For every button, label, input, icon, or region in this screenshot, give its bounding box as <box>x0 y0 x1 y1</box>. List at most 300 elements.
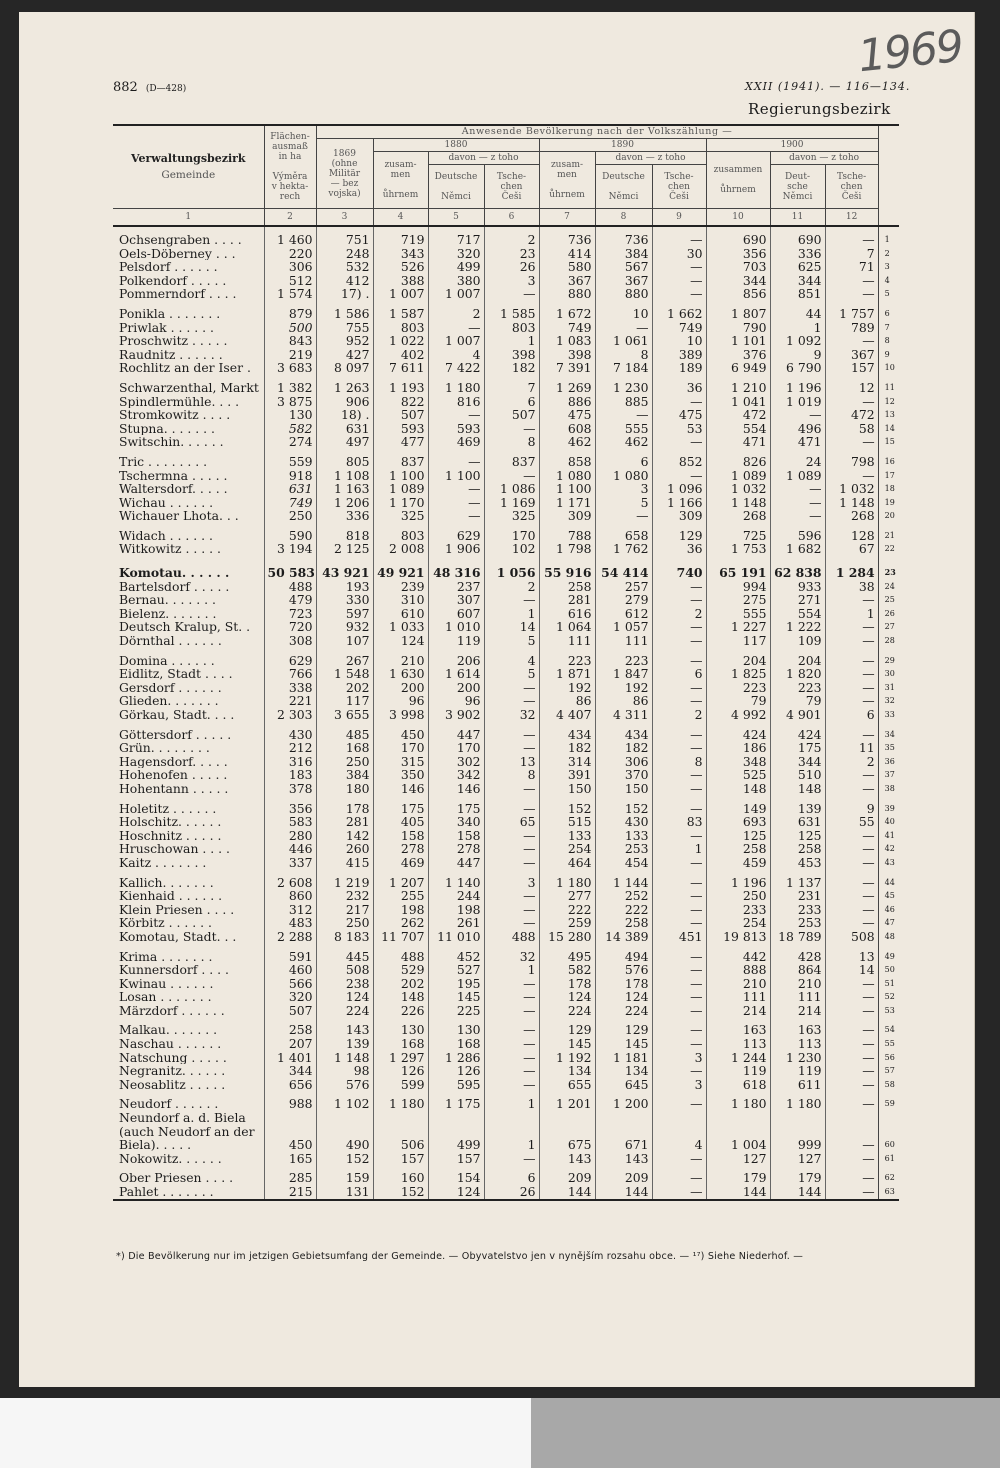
population-cell: 675 <box>539 1111 595 1152</box>
population-cell: 261 <box>428 916 484 930</box>
population-cell: 233 <box>706 903 770 917</box>
row-number: 37 <box>878 768 899 782</box>
population-cell: 13 <box>825 944 878 964</box>
population-cell: 1 080 <box>539 469 595 483</box>
population-cell: — <box>484 741 539 755</box>
population-cell: 143 <box>539 1152 595 1166</box>
population-cell: 55 <box>825 815 878 829</box>
population-cell: 239 <box>373 580 428 594</box>
population-cell: — <box>825 1004 878 1018</box>
row-number: 40 <box>878 815 899 829</box>
population-cell: 880 <box>539 287 595 301</box>
table-row <box>113 301 899 321</box>
row-number: 42 <box>878 842 899 856</box>
population-cell: 223 <box>770 681 825 695</box>
municipality-name: Waltersdorf. . . . . <box>119 482 228 496</box>
table-row <box>113 741 899 755</box>
table-row <box>113 509 899 523</box>
population-cell: 471 <box>706 435 770 449</box>
table-row <box>113 856 899 870</box>
population-cell: 888 <box>706 963 770 977</box>
population-cell: 462 <box>539 435 595 449</box>
table-row <box>113 226 899 247</box>
population-cell: 24 <box>770 449 825 469</box>
row-number: 48 <box>878 930 899 944</box>
population-cell: 32 <box>484 708 539 722</box>
population-cell: 222 <box>595 903 652 917</box>
table-row <box>113 1078 899 1092</box>
population-cell: 10 <box>652 334 706 348</box>
population-cell: — <box>652 1064 706 1078</box>
population-cell: 237 <box>428 580 484 594</box>
header-german-1890: Deutsche Němci <box>595 165 652 209</box>
population-cell: 459 <box>706 856 770 870</box>
row-number: 30 <box>878 667 899 681</box>
municipality-name: Stupna. . . . . . . <box>119 421 215 436</box>
scan-calibration-strip <box>531 1398 1000 1468</box>
municipality-name: Bartelsdorf . . . . . <box>119 579 230 594</box>
population-cell: 117 <box>706 634 770 648</box>
municipality-name: Hagensdorf. . . . . <box>119 754 228 769</box>
population-cell: 271 <box>770 593 825 607</box>
population-cell: 9 <box>770 348 825 362</box>
population-cell: — <box>484 1037 539 1051</box>
table-row <box>113 593 899 607</box>
municipality-name: Hoschnitz . . . . . <box>119 828 222 843</box>
population-cell: 690 <box>770 226 825 247</box>
population-cell: 1 222 <box>770 620 825 634</box>
population-cell: 384 <box>316 768 373 782</box>
population-cell: 258 <box>595 916 652 930</box>
population-cell: 1 019 <box>770 395 825 409</box>
population-cell: 126 <box>373 1064 428 1078</box>
area-cell: 212 <box>264 741 316 755</box>
population-cell: 4 311 <box>595 708 652 722</box>
area-cell: 631 <box>264 482 316 496</box>
population-cell: — <box>825 334 878 348</box>
row-number: 17 <box>878 469 899 483</box>
population-cell: 336 <box>316 509 373 523</box>
population-cell: — <box>484 990 539 1004</box>
area-cell: 2 303 <box>264 708 316 722</box>
population-cell: 168 <box>316 741 373 755</box>
population-cell: 1 <box>770 321 825 335</box>
area-cell: 483 <box>264 916 316 930</box>
table-row <box>113 708 899 722</box>
header-district: Verwaltungsbezirk Gemeinde <box>113 125 264 209</box>
row-number: 39 <box>878 796 899 816</box>
population-cell: 1 033 <box>373 620 428 634</box>
population-cell: 214 <box>770 1004 825 1018</box>
population-cell: 398 <box>539 348 595 362</box>
column-number: 1 <box>113 209 264 227</box>
population-cell: 129 <box>539 1017 595 1037</box>
population-cell: 7 422 <box>428 361 484 375</box>
population-cell: 1 032 <box>706 482 770 496</box>
population-cell: 180 <box>316 782 373 796</box>
population-cell: — <box>652 1091 706 1111</box>
population-cell: 452 <box>428 944 484 964</box>
population-cell: 1 906 <box>428 542 484 556</box>
population-cell: 1 825 <box>706 667 770 681</box>
population-cell: — <box>825 916 878 930</box>
population-cell: 1 196 <box>706 870 770 890</box>
table-row <box>113 815 899 829</box>
population-cell: 6 790 <box>770 361 825 375</box>
municipality-name: Malkau. . . . . . . <box>119 1022 218 1038</box>
population-cell: 1 144 <box>595 870 652 890</box>
area-cell: 378 <box>264 782 316 796</box>
population-cell: 740 <box>652 566 706 580</box>
population-cell: 1 269 <box>539 375 595 395</box>
population-cell: — <box>825 435 878 449</box>
population-cell: 1 100 <box>539 482 595 496</box>
population-cell: 142 <box>316 829 373 843</box>
population-cell: 149 <box>706 796 770 816</box>
municipality-name: Rochlitz an der Iser . <box>119 361 251 375</box>
population-cell: 576 <box>316 1078 373 1092</box>
population-cell: 1 193 <box>373 375 428 395</box>
population-cell: 933 <box>770 580 825 594</box>
population-cell: 555 <box>706 607 770 621</box>
population-cell: 2 <box>484 580 539 594</box>
population-cell: 749 <box>652 321 706 335</box>
population-cell: 515 <box>539 815 595 829</box>
header-czech-1880: Tsche- chen Češi <box>484 165 539 209</box>
population-cell: 179 <box>706 1165 770 1185</box>
municipality-name: Priwlak . . . . . . <box>119 320 214 335</box>
population-cell: 1 089 <box>770 469 825 483</box>
population-cell: 475 <box>539 408 595 422</box>
area-cell: 918 <box>264 469 316 483</box>
population-cell: 23 <box>484 247 539 261</box>
population-cell: 168 <box>373 1037 428 1051</box>
header-german-1900: Deut- sche Němci <box>770 165 825 209</box>
area-cell: 583 <box>264 815 316 829</box>
municipality-name: Neundorf a. d. Biela (auch Neudorf an der Biela). . . . . <box>119 1111 255 1152</box>
population-cell: — <box>484 1051 539 1065</box>
region-title: Regierungsbezirk <box>748 100 891 118</box>
population-cell: — <box>595 321 652 335</box>
column-number: 2 <box>264 209 316 227</box>
population-cell: 111 <box>706 990 770 1004</box>
population-cell: 178 <box>539 977 595 991</box>
population-cell: 325 <box>484 509 539 523</box>
population-cell: 182 <box>484 361 539 375</box>
population-cell: — <box>652 782 706 796</box>
population-cell: 507 <box>373 408 428 422</box>
population-cell: — <box>428 408 484 422</box>
population-cell: 281 <box>316 815 373 829</box>
population-cell: 134 <box>539 1064 595 1078</box>
table-row <box>113 422 899 436</box>
population-cell: 1 100 <box>428 469 484 483</box>
population-cell: — <box>825 1152 878 1166</box>
population-cell: 1 007 <box>428 334 484 348</box>
table-row <box>113 889 899 903</box>
population-cell: — <box>652 722 706 742</box>
municipality-name: Schwarzenthal, Markt <box>119 379 259 395</box>
table-row <box>113 1152 899 1166</box>
population-cell: 736 <box>539 226 595 247</box>
population-cell: — <box>652 916 706 930</box>
population-cell: 260 <box>316 842 373 856</box>
population-cell: 497 <box>316 435 373 449</box>
area-cell: 3 875 <box>264 395 316 409</box>
population-cell: 1 163 <box>316 482 373 496</box>
population-cell: 109 <box>770 634 825 648</box>
population-cell: 7 184 <box>595 361 652 375</box>
population-cell: 1 630 <box>373 667 428 681</box>
table-row <box>113 247 899 261</box>
population-cell: 507 <box>484 408 539 422</box>
municipality-name: Dörnthal . . . . . . <box>119 634 222 648</box>
population-cell: — <box>652 944 706 964</box>
population-cell: 7 611 <box>373 361 428 375</box>
municipality-name: Losan . . . . . . . <box>119 990 212 1004</box>
population-cell: 3 998 <box>373 708 428 722</box>
population-cell: 469 <box>373 856 428 870</box>
population-cell: 1 200 <box>595 1091 652 1111</box>
population-cell: 8 <box>652 755 706 769</box>
population-cell: 1 753 <box>706 542 770 556</box>
population-cell: 253 <box>770 916 825 930</box>
population-cell: 209 <box>595 1165 652 1185</box>
population-cell: 2 008 <box>373 542 428 556</box>
population-cell: 424 <box>770 722 825 742</box>
population-cell: 4 992 <box>706 708 770 722</box>
population-cell: 367 <box>539 274 595 288</box>
population-cell: 182 <box>595 741 652 755</box>
population-cell: 1 762 <box>595 542 652 556</box>
header-czech-1900: Tsche- chen Češi <box>825 165 878 209</box>
area-cell: 1 401 <box>264 1051 316 1065</box>
population-cell: 434 <box>539 722 595 742</box>
area-cell: 723 <box>264 607 316 621</box>
population-cell: 445 <box>316 944 373 964</box>
population-cell: — <box>484 829 539 843</box>
population-cell: 1 798 <box>539 542 595 556</box>
municipality-name: Körbitz . . . . . . <box>119 916 212 930</box>
population-cell: 4 <box>428 348 484 362</box>
population-cell: 1 080 <box>595 469 652 483</box>
population-cell: 4 407 <box>539 708 595 722</box>
row-number: 15 <box>878 435 899 449</box>
population-cell: 789 <box>825 321 878 335</box>
municipality-name: Eidlitz, Stadt . . . . <box>119 667 233 681</box>
population-cell: — <box>652 395 706 409</box>
population-cell: 182 <box>539 741 595 755</box>
population-cell: 2 <box>652 708 706 722</box>
population-cell: 83 <box>652 815 706 829</box>
population-cell: 6 <box>484 395 539 409</box>
population-cell: 79 <box>706 694 770 708</box>
table-row <box>113 361 899 375</box>
population-cell: 1 871 <box>539 667 595 681</box>
table-row <box>113 321 899 335</box>
population-cell: — <box>825 287 878 301</box>
population-cell: 65 <box>484 815 539 829</box>
population-cell: — <box>825 1185 878 1200</box>
population-cell: 315 <box>373 755 428 769</box>
population-cell: 471 <box>770 435 825 449</box>
population-cell: 858 <box>539 449 595 469</box>
area-cell: 446 <box>264 842 316 856</box>
population-cell: — <box>825 903 878 917</box>
row-number: 38 <box>878 782 899 796</box>
table-row <box>113 523 899 543</box>
area-cell: 488 <box>264 580 316 594</box>
population-cell: 18) . <box>316 408 373 422</box>
population-cell: 152 <box>595 796 652 816</box>
population-cell: 202 <box>373 977 428 991</box>
population-cell: 1 196 <box>770 375 825 395</box>
population-cell: 529 <box>373 963 428 977</box>
area-cell: 749 <box>264 496 316 510</box>
population-cell: 6 <box>484 1165 539 1185</box>
row-number: 51 <box>878 977 899 991</box>
population-cell: 1 101 <box>706 334 770 348</box>
population-cell: — <box>825 1165 878 1185</box>
population-cell: — <box>825 648 878 668</box>
population-cell: 127 <box>706 1152 770 1166</box>
population-cell: 1 614 <box>428 667 484 681</box>
population-cell: 525 <box>706 768 770 782</box>
population-cell: 7 391 <box>539 361 595 375</box>
population-cell: 238 <box>316 977 373 991</box>
population-cell: 49 921 <box>373 566 428 580</box>
population-cell: 469 <box>428 435 484 449</box>
population-cell: — <box>652 1152 706 1166</box>
population-cell: 86 <box>539 694 595 708</box>
header-total-1890: zusam- men ůhrnem <box>539 152 595 209</box>
population-cell: 1 092 <box>770 334 825 348</box>
population-cell: 307 <box>428 593 484 607</box>
table-row <box>113 796 899 816</box>
population-cell: 3 <box>595 482 652 496</box>
population-cell: 506 <box>373 1111 428 1152</box>
population-cell: 15 280 <box>539 930 595 944</box>
population-cell: 325 <box>373 509 428 523</box>
population-cell: 175 <box>428 796 484 816</box>
population-cell: 204 <box>706 648 770 668</box>
area-cell: 860 <box>264 889 316 903</box>
population-cell: — <box>652 681 706 695</box>
population-cell: 5 <box>484 634 539 648</box>
population-cell: 837 <box>484 449 539 469</box>
table-row <box>113 782 899 796</box>
area-cell: 337 <box>264 856 316 870</box>
population-cell: — <box>652 469 706 483</box>
row-number: 29 <box>878 648 899 668</box>
population-cell: 690 <box>706 226 770 247</box>
population-cell: 170 <box>484 523 539 543</box>
population-cell: — <box>484 422 539 436</box>
population-cell: 597 <box>316 607 373 621</box>
area-cell: 50 583 <box>264 566 316 580</box>
table-row <box>113 334 899 348</box>
population-cell: 4 <box>484 648 539 668</box>
area-cell: 280 <box>264 829 316 843</box>
population-cell: 160 <box>373 1165 428 1185</box>
column-number: 7 <box>539 209 595 227</box>
population-cell: — <box>652 1004 706 1018</box>
population-cell: 885 <box>595 395 652 409</box>
population-cell: 258 <box>539 580 595 594</box>
population-cell: 1 585 <box>484 301 539 321</box>
population-cell: 567 <box>595 260 652 274</box>
population-cell: 163 <box>706 1017 770 1037</box>
area-cell: 720 <box>264 620 316 634</box>
population-cell: 1 181 <box>595 1051 652 1065</box>
population-cell: 1 056 <box>484 566 539 580</box>
population-cell: 655 <box>539 1078 595 1092</box>
population-cell: 1 286 <box>428 1051 484 1065</box>
population-cell: 200 <box>373 681 428 695</box>
population-cell: 398 <box>484 348 539 362</box>
area-cell: 500 <box>264 321 316 335</box>
population-cell: 952 <box>316 334 373 348</box>
population-cell: 226 <box>373 1004 428 1018</box>
municipality-name: Polkendorf . . . . . <box>119 273 227 288</box>
population-cell: 1 022 <box>373 334 428 348</box>
population-cell: 625 <box>770 260 825 274</box>
population-cell: 580 <box>539 260 595 274</box>
population-cell: 6 <box>652 667 706 681</box>
area-cell: 338 <box>264 681 316 695</box>
area-cell: 183 <box>264 768 316 782</box>
population-cell: 248 <box>316 247 373 261</box>
population-cell: 447 <box>428 856 484 870</box>
area-cell: 988 <box>264 1091 316 1111</box>
population-cell: — <box>428 496 484 510</box>
column-number: 8 <box>595 209 652 227</box>
area-cell: 306 <box>264 260 316 274</box>
population-cell: 1 682 <box>770 542 825 556</box>
table-row <box>113 681 899 695</box>
population-cell: 658 <box>595 523 652 543</box>
population-cell: 3 <box>484 274 539 288</box>
population-cell: 223 <box>706 681 770 695</box>
population-cell: — <box>825 870 878 890</box>
population-cell: 11 <box>825 741 878 755</box>
area-cell: 308 <box>264 634 316 648</box>
population-cell: 2 125 <box>316 542 373 556</box>
population-cell: — <box>770 496 825 510</box>
population-cell: 148 <box>373 990 428 1004</box>
municipality-name: Pahlet . . . . . . . <box>113 1185 264 1200</box>
population-cell: 223 <box>539 648 595 668</box>
column-number: 5 <box>428 209 484 227</box>
population-cell: 157 <box>825 361 878 375</box>
municipality-name: Grün. . . . . . . . <box>119 741 210 755</box>
population-cell: 595 <box>428 1078 484 1092</box>
row-number: 41 <box>878 829 899 843</box>
population-cell: 1 180 <box>706 1091 770 1111</box>
population-cell: 13 <box>484 755 539 769</box>
header-population: Anwesende Bevölkerung nach der Volkszählung — <box>316 125 878 139</box>
population-cell: 210 <box>770 977 825 991</box>
population-cell: 856 <box>706 287 770 301</box>
table-row <box>113 634 899 648</box>
population-cell: 19 813 <box>706 930 770 944</box>
population-cell: 195 <box>428 977 484 991</box>
population-cell: 310 <box>373 593 428 607</box>
population-cell: — <box>825 1091 878 1111</box>
municipality-name: Gersdorf . . . . . . <box>119 680 222 695</box>
population-cell: 53 <box>652 422 706 436</box>
population-cell: — <box>652 634 706 648</box>
